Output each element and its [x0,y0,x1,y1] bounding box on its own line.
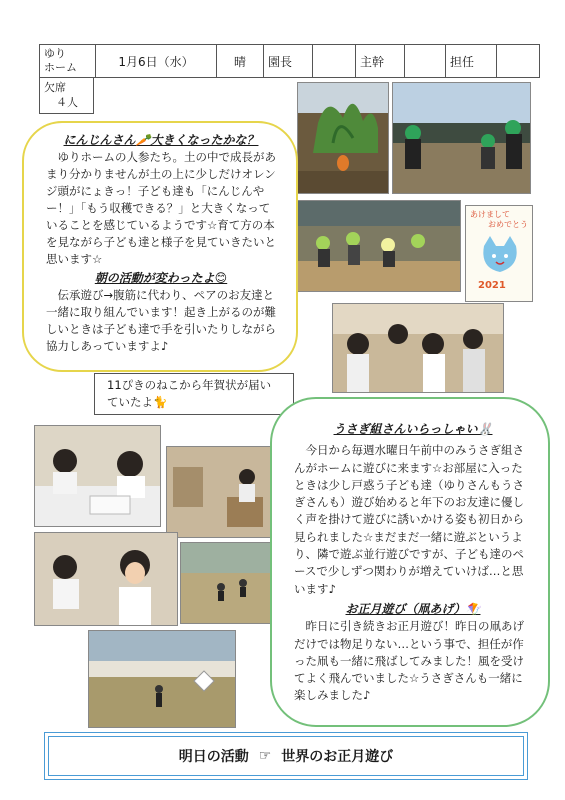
card-greeting-2: おめでとう [488,220,528,229]
date-cell: 1月6日（水） [96,45,217,78]
drawing-kids-photo [34,425,161,527]
carrot-bubble [22,121,298,372]
pointing-hand-icon: ☞ [258,748,272,764]
carrot-body: ゆりホームの人参たち。土の中で成長があまり分かりませんが土の上に少しだけオレンジ頭がにょきっ！子ども達も「にんじんやー！」「もう収穫できる？」と大きくなっていることを感じているようです☆育て方の本を見ながら子ども達と様子を見ていきたいと思います☆ [46,150,276,266]
rabbit-body: 今日から毎週水曜日午前中のみうさぎ組さんがホームに遊びに来ます☆お部屋に入ったときは少し戸惑う子ども達（ゆりさんもうさぎさんも）遊び始めると年下のお友達に優しく声を掛けて遊びに誘いかける姿も初日から見られました☆まだまだ一緒に遊ぶというより、隣で遊ぶ並行遊びですが、子ども達のペースで少しずつ関わりが増えていけば…と思います♪ [294,443,524,596]
tomorrow-label: 明日の活動 [178,749,249,765]
head-teacher-label: 主幹 [356,45,405,78]
absent-box [39,78,94,114]
new-year-card-callout [94,373,294,415]
homeroom-label: 担任 [446,45,497,78]
kids-outdoor-photo [297,200,461,292]
card-greeting-1: あけまして [470,210,510,219]
absent-count: ４人 [56,96,78,109]
morning-activity-title: 朝の活動が変わったよ😊 [94,271,228,285]
kite-body: 昨日に引き続きお正月遊び！昨日の凧あげだけでは物足りない…という事で、担任が作った凧も一緒に飛ばしてみました！風を受けてよく飛んでいました☆うさぎさんも一緒に楽しみました♪ [294,619,524,703]
kids-indoor-photo [332,303,504,393]
playground-photo [180,542,274,624]
kite-title: お正月遊び（凧あげ）🪁 [345,601,481,616]
tomorrow-activity-box [48,736,524,776]
classroom-photo [166,446,274,538]
homeroom-stamp-cell [497,45,540,78]
principal-label: 園長 [264,45,313,78]
garden-photo [392,82,531,194]
weather-cell: 晴 [217,45,264,78]
carrot-photo [297,82,389,194]
kite-flying-photo [88,630,236,728]
morning-activity-body: 伝承遊び→腹筋に代わり、ペアのお友達と一緒に取り組んでいます！起き上がるのが難しいときは子ども達で手を引いたりしながら協力しあっていますよ♪ [46,288,276,353]
new-year-card-photo [465,205,533,302]
principal-stamp-cell [313,45,356,78]
head-teacher-stamp-cell [405,45,446,78]
tomorrow-activity: 世界のお正月遊び [281,749,394,765]
rabbit-bubble [270,397,550,727]
class-name: ゆり ホーム [40,45,96,78]
absent-label: 欠席 [44,81,66,94]
carrot-title: にんじんさん🥕大きくなったかな？ [63,133,259,147]
smiling-kids-photo [34,532,178,626]
header-table [39,44,540,78]
card-year: 2021 [478,280,506,291]
callout-text: 11ぴきのねこから年賀状が届いていたよ🐈 [107,378,272,409]
rabbit-title: うさぎ組さんいらっしゃい🐰 [333,422,493,436]
